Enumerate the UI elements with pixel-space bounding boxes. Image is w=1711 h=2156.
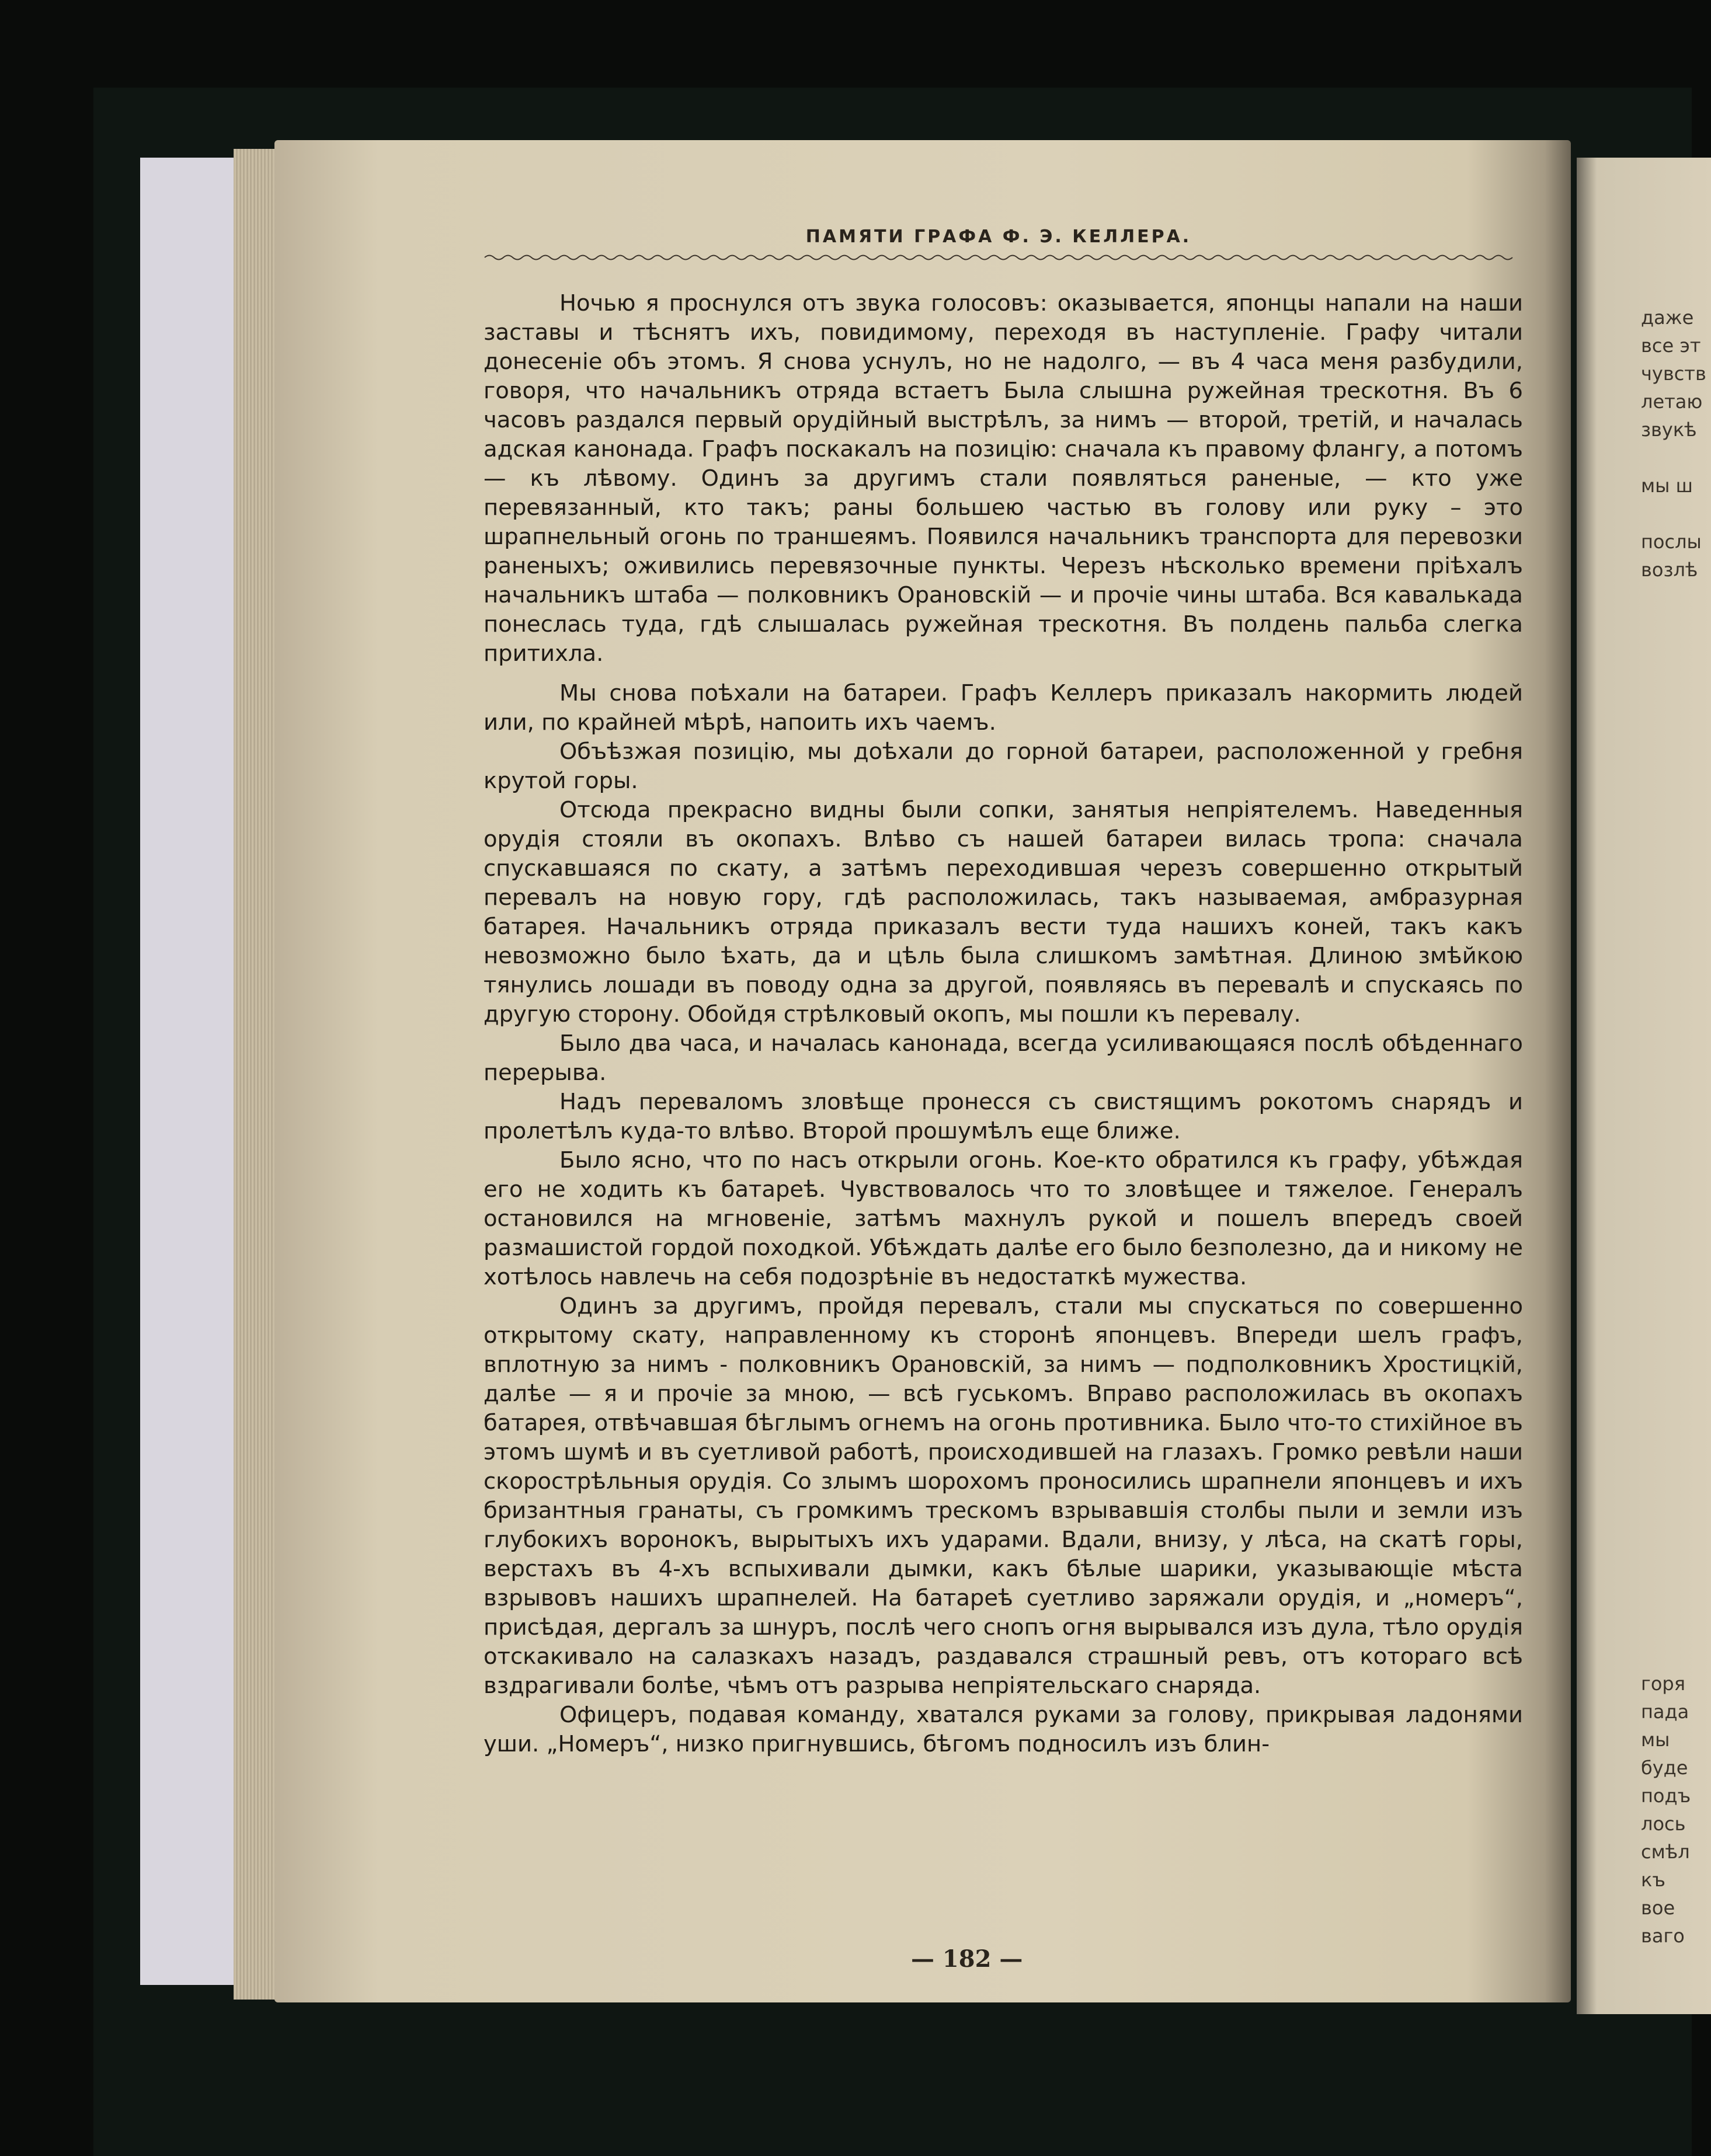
fragment: мы <box>1641 1729 1670 1751</box>
fragment: звукѣ <box>1641 419 1697 441</box>
fragment: летаю <box>1641 391 1703 413</box>
fragment: буде <box>1641 1757 1688 1779</box>
paragraph: Мы снова поѣхали на батареи. Графъ Келлеръ приказалъ накормить людей или, по крайней мѣрѣ, напоить ихъ чаемъ. <box>484 680 1523 736</box>
fragment: даже <box>1641 306 1694 329</box>
fragment: къ <box>1641 1869 1665 1891</box>
paragraph: Было ясно, что по насъ открыли огонь. Кое-кто обратился къ графу, убѣждая его не ходить къ батареѣ. Чувствовалось что то зловѣщее и тяжелое. Генералъ остановился на мгновеніе, затѣмъ махнулъ рукой и пошелъ впередъ своей размашистой гордой походкой. Убѣждать далѣе его было безполезно, да и никому не хотѣлось навлечь на себя подозрѣніе въ недостаткѣ мужества. <box>484 1147 1523 1290</box>
paragraph: Ночью я проснулся отъ звука голосовъ: оказывается, японцы напали на наши заставы и тѣснятъ ихъ, повидимому, переходя въ наступленіе. Графу читали донесеніе объ этомъ. Я снова уснулъ, но не надолго, — въ 4 часа меня разбудили, говоря, что начальникъ отряда встаетъ Была слышна ружейная трескотня. Въ 6 часовъ раздался первый орудійный выстрѣлъ, за нимъ — второй, третій, и началась адская канонада. Графъ поскакалъ на позицію: сначала къ правому флангу, а потомъ — къ лѣвому. Одинъ за другимъ стали появляться раненые, — кто уже перевязанный, кто такъ; раны большею частью въ голову или руку – это шрапнельный огонь по траншеямъ. Появился начальникъ транспорта для перевозки раненыхъ; оживились перевязочные пункты. Черезъ нѣсколько времени пріѣхалъ начальникъ штаба — полковникъ Орановскій — и прочіе чины штаба. Вся кавалькада понеслась туда, гдѣ слышалась ружейная трескотня. Въ полдень пальба слегка притихла. <box>484 290 1523 667</box>
fragment: смѣл <box>1641 1841 1690 1863</box>
body-text <box>484 289 1523 1759</box>
flyleaf-edge <box>140 158 245 1985</box>
page-number: — 182 — <box>911 1945 1023 1973</box>
running-title: ПАМЯТИ ГРАФА Ф. Э. КЕЛЛЕРА. <box>805 227 1192 247</box>
fragment: ваго <box>1641 1925 1685 1947</box>
fragment: все эт <box>1641 335 1701 357</box>
fragment: чувств <box>1641 363 1706 385</box>
paragraph: Офицеръ, подавая команду, хватался руками за голову, прикрывая ладонями уши. „Номеръ“, низко пригнувшись, бѣгомъ подносилъ изъ блин- <box>484 1702 1523 1757</box>
fragment: вое <box>1641 1897 1675 1919</box>
facing-page-bottom-text <box>1641 1670 1691 1950</box>
fragment: пада <box>1641 1701 1689 1723</box>
fragment: лось <box>1641 1813 1686 1835</box>
fragment: мы ш <box>1641 475 1693 497</box>
paragraph: Одинъ за другимъ, пройдя перевалъ, стали мы спускаться по совершенно открытому скату, направленному къ сторонѣ японцевъ. Впереди шелъ графъ, вплотную за нимъ - полковникъ Орановскій, за нимъ — подполковникъ Хростицкій, далѣе — я и прочіе за мною, — всѣ гуськомъ. Вправо расположилась въ окопахъ батарея, отвѣчавшая бѣглымъ огнемъ на огонь противника. Было что-то стихійное въ этомъ шумѣ и въ суетливой работѣ, происходившей на глазахъ. Громко ревѣли наши скорострѣльныя орудія. Со злымъ шорохомъ проносились шрапнели японцевъ и ихъ бризантныя гранаты, съ громкимъ трескомъ взрывавшія столбы пыли и земли изъ глубокихъ воронокъ, вырытыхъ ихъ ударами. Вдали, внизу, у лѣса, на скатѣ горы, верстахъ въ 4-хъ вспыхивали дымки, какъ бѣлые шарики, указывающіе мѣста взрывовъ нашихъ шрапнелей. На батареѣ суетливо заряжали орудія, и „номеръ“, присѣдая, дергалъ за шнуръ, послѣ чего снопъ огня вырывался изъ дула, тѣло орудія отскакивало на салазкахъ назадъ, раздавался страшный ревъ, отъ котораго всѣ вздрагивали болѣе, чѣмъ отъ разрыва непріятельскаго снаряда. <box>484 1293 1523 1699</box>
header-rule <box>485 252 1512 263</box>
facing-page-top-text <box>1641 304 1706 584</box>
paragraph: Было два часа, и началась канонада, всегда усиливающаяся послѣ обѣденнаго перерыва. <box>484 1030 1523 1086</box>
paragraph: Отсюда прекрасно видны были сопки, занятыя непріятелемъ. Наведенныя орудія стояли въ окопахъ. Влѣво съ нашей батареи вилась тропа: сначала спускавшаяся по скату, а затѣмъ переходившая черезъ совершенно открытый перевалъ на новую гору, гдѣ расположилась, такъ называемая, амбразурная батарея. Начальникъ отряда приказалъ вести туда нашихъ коней, такъ какъ невозможно было ѣхать, да и цѣль была слишкомъ замѣтная. Длиною змѣйкою тянулись лошади въ поводу одна за другой, появляясь въ перевалѣ и спускаясь по другую сторону. Обойдя стрѣлковый окопъ, мы пошли къ перевалу. <box>484 797 1523 1028</box>
paragraph: Надъ переваломъ зловѣще пронесся съ свистящимъ рокотомъ снарядъ и пролетѣлъ куда-то влѣво. Второй прошумѣлъ еще ближе. <box>484 1089 1523 1144</box>
fragment: горя <box>1641 1673 1685 1695</box>
fragment: подъ <box>1641 1785 1691 1807</box>
paragraph: Объѣзжая позицію, мы доѣхали до горной батареи, расположенной у гребня крутой горы. <box>484 739 1523 794</box>
fragment: возлѣ <box>1641 559 1698 581</box>
fragment: послы <box>1641 531 1702 553</box>
